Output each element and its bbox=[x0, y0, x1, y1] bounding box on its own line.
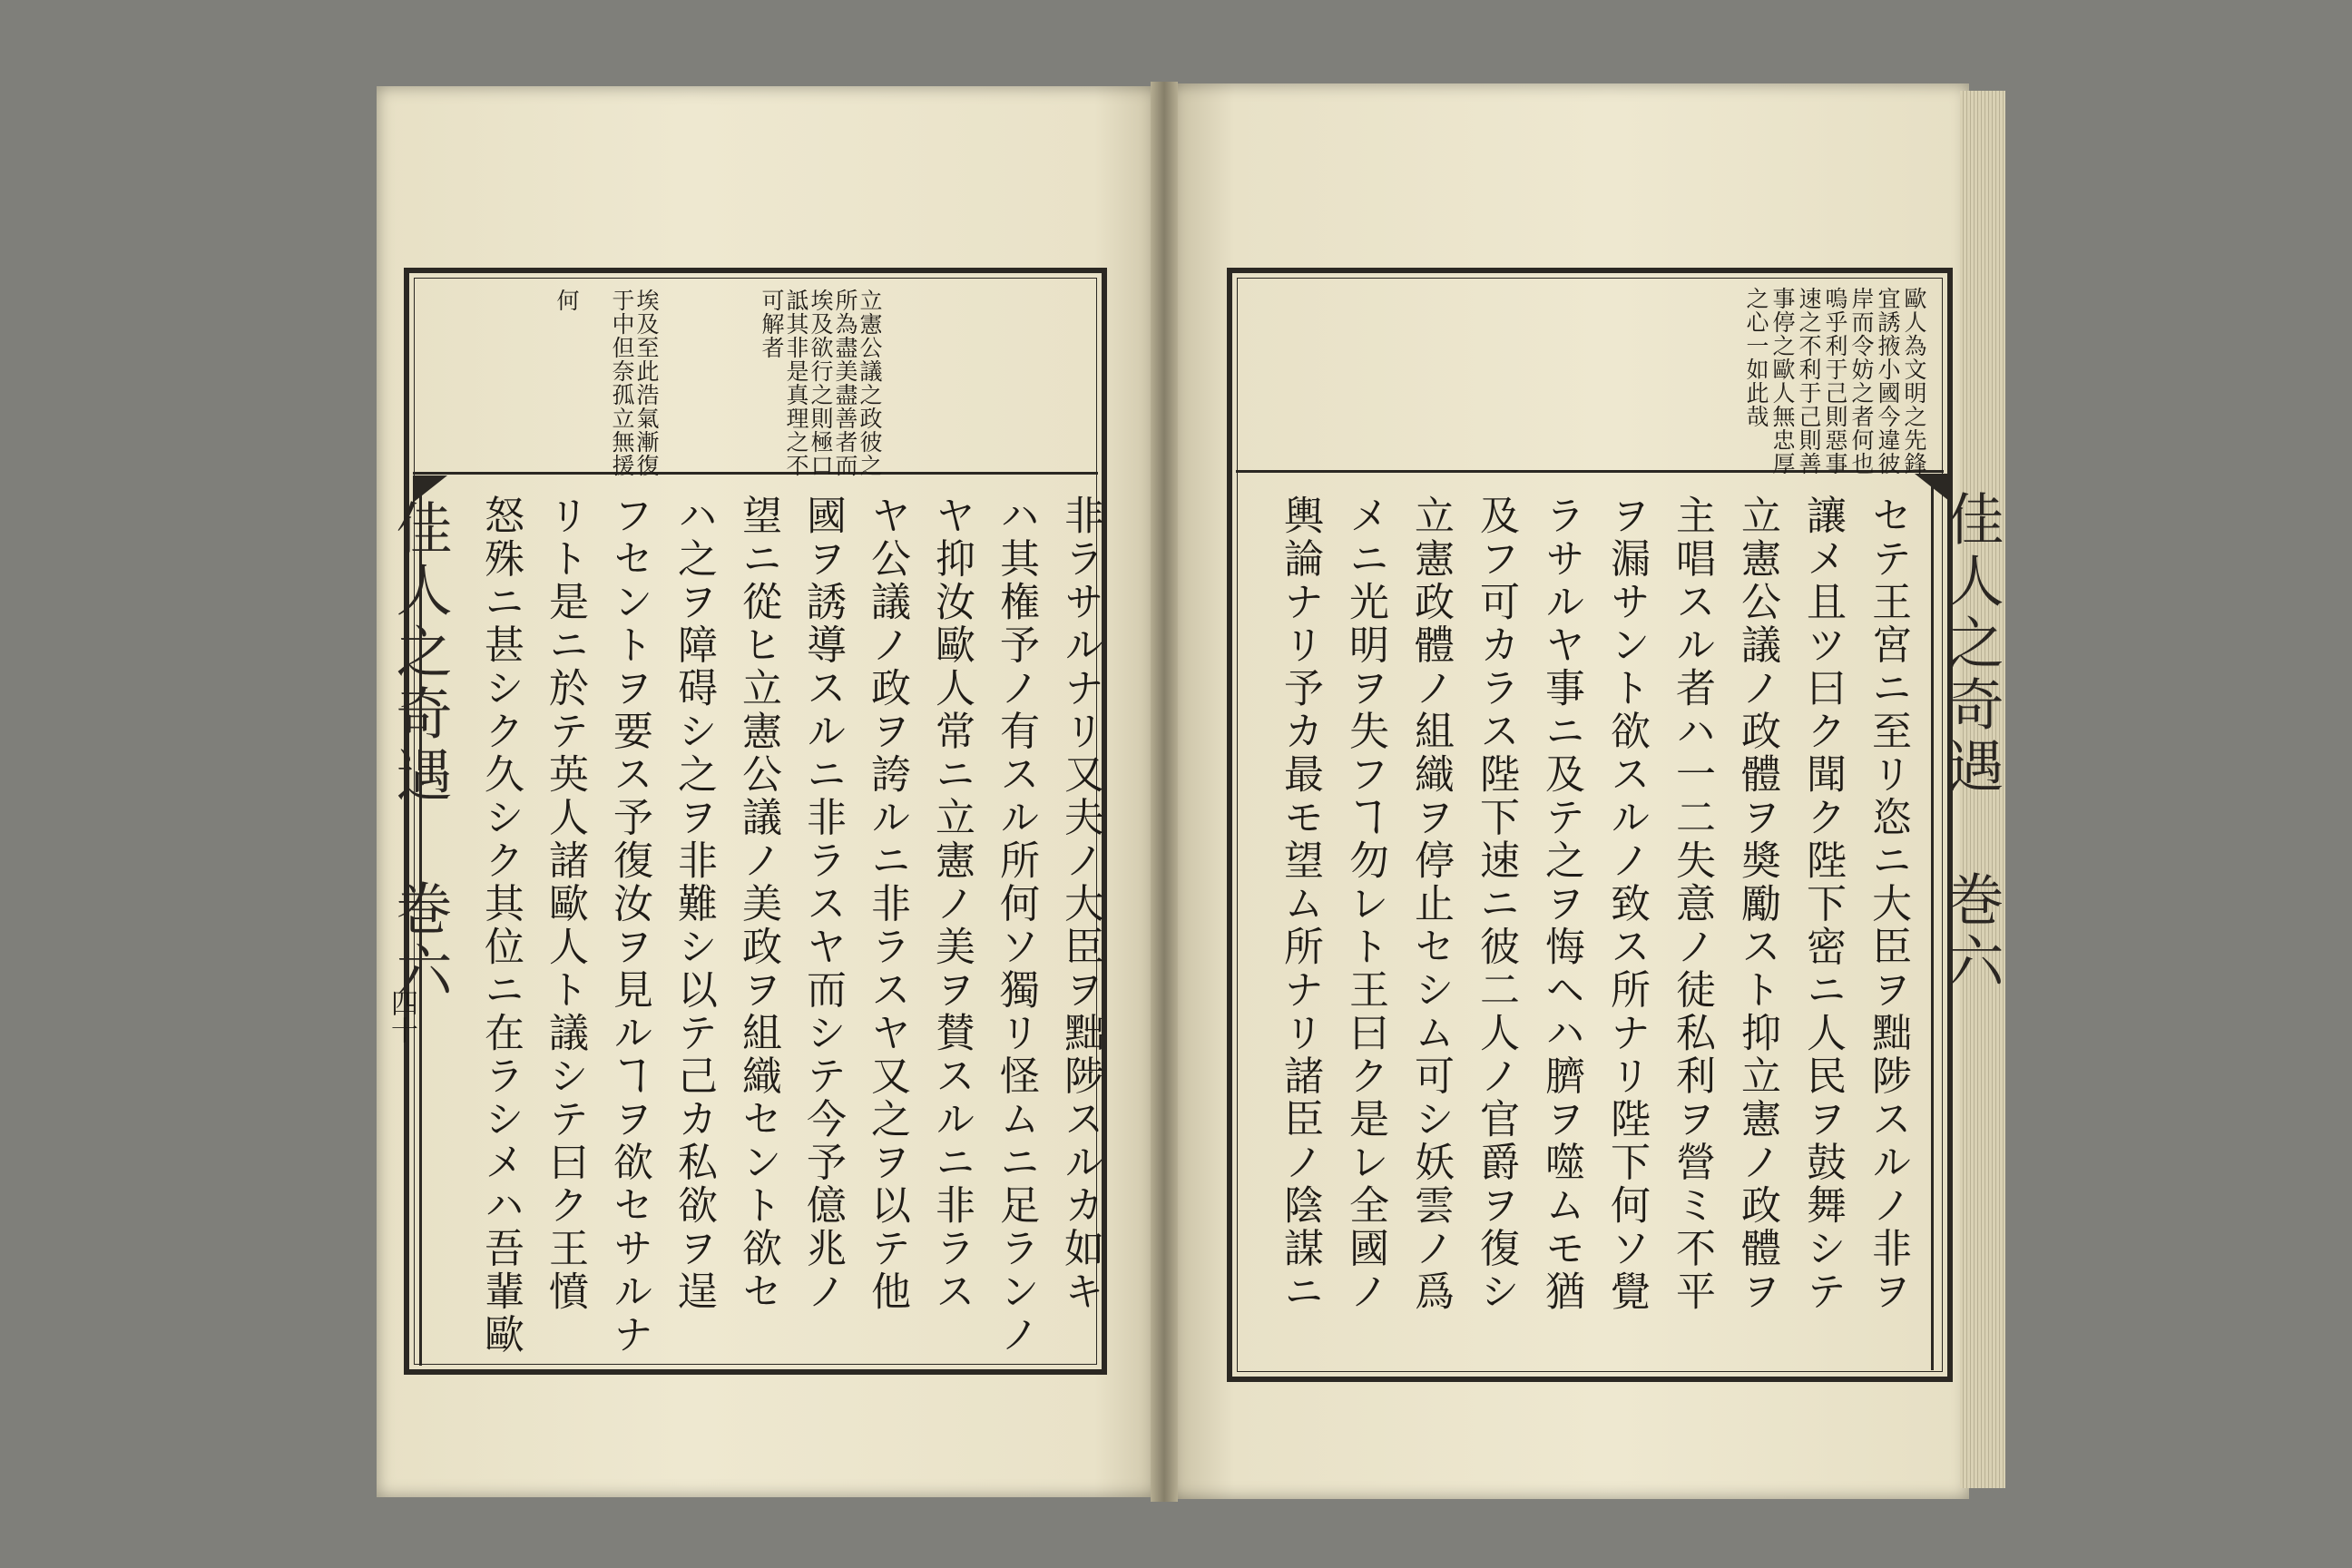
left-body-column: ハ之ヲ障碍シ之ヲ非難シ以テ己カ私欲ヲ逞 bbox=[671, 495, 717, 1314]
right-body-column: 主唱スル者ハ一二失意ノ徒私利ヲ營ミ不平 bbox=[1669, 495, 1715, 1314]
left-note-line: 埃及至此浩氣漸復 bbox=[633, 289, 660, 477]
right-note-line: 速之不利于己則善 bbox=[1796, 287, 1822, 475]
right-body-column: ヲ漏サント欲スルノ致ス所ナリ陛下何ソ覺 bbox=[1603, 495, 1650, 1314]
left-note-line: 何 bbox=[554, 289, 580, 312]
left-note-line: 所為盡美盡善者而 bbox=[832, 289, 858, 477]
left-body-column: ヤ抑汝歐人常ニ立憲ノ美ヲ賛スルニ非ラス bbox=[928, 495, 975, 1314]
left-body-column: 非ラサルナリ又夫ノ大臣ヲ黜陟スルカ如キ bbox=[1057, 495, 1103, 1314]
left-head-rule bbox=[413, 472, 1098, 475]
right-body-column: ラサルヤ事ニ及テ之ヲ悔ヘハ臍ヲ噬ムモ猶 bbox=[1538, 495, 1584, 1314]
book-gutter bbox=[1151, 82, 1178, 1502]
left-folio: 四十 bbox=[386, 989, 417, 1044]
right-note-line: 事停之歐人無忠厚 bbox=[1769, 287, 1796, 475]
right-note-line: 嗚乎利于己則惡事 bbox=[1822, 287, 1848, 475]
left-body-column: 國ヲ誘導スルニ非ラスヤ而シテ今予億兆ノ bbox=[799, 495, 846, 1314]
right-body-column: セテ王宮ニ至リ恣ニ大臣ヲ黜陟スルノ非ヲ bbox=[1865, 495, 1911, 1314]
left-body-column: ヤ公議ノ政ヲ誇ルニ非ラスヤ又之ヲ以テ他 bbox=[864, 495, 910, 1314]
right-body-column: メニ光明ヲ失フヿ勿レト王曰ク是レ全國ノ bbox=[1342, 495, 1388, 1314]
right-note-line: 之心一如此哉 bbox=[1743, 287, 1769, 428]
left-body-column: 怒殊ニ甚シク久シク其位ニ在ラシメハ吾輩歐 bbox=[477, 495, 524, 1357]
left-body-column: ハ其権予ノ有スル所何ソ獨リ怪ムニ足ランノ bbox=[993, 495, 1039, 1357]
left-note-line: 詆其非是真理之不 bbox=[783, 289, 809, 477]
left-note-line: 于中但奈孤立無援 bbox=[609, 289, 635, 477]
left-body-column: フセントヲ要ス予復汝ヲ見ルヿヲ欲セサルナ bbox=[606, 495, 652, 1357]
left-body-column: 望ニ從ヒ立憲公議ノ美政ヲ組織セント欲セ bbox=[735, 495, 781, 1314]
right-page-title: 佳人之奇遇 巻六 bbox=[1938, 490, 2004, 994]
right-body-column: 輿論ナリ予カ最モ望ム所ナリ諸臣ノ陰謀ニ bbox=[1277, 495, 1323, 1314]
right-body-column: 立憲政體ノ組織ヲ停止セシム可シ妖雲ノ爲 bbox=[1407, 495, 1454, 1314]
left-page-title: 佳人之奇遇 巻六 bbox=[387, 499, 453, 1003]
right-body-column: 及フ可カラス陛下速ニ彼二人ノ官爵ヲ復シ bbox=[1473, 495, 1519, 1314]
right-note-line: 宜誘掖小國今違彼 bbox=[1875, 287, 1901, 475]
right-body-column: 立憲公議ノ政體ヲ奬勵スト抑立憲ノ政體ヲ bbox=[1734, 495, 1780, 1314]
left-note-line: 立憲公議之政彼之 bbox=[857, 289, 883, 477]
left-note-line: 埃及欲行之則極口 bbox=[808, 289, 834, 477]
right-note-line: 岸而令妨之者何也 bbox=[1848, 287, 1875, 475]
left-note-line: 可解者 bbox=[759, 289, 785, 359]
right-note-line: 歐人為文明之先鋒 bbox=[1901, 287, 1927, 475]
right-body-column: 讓メ且ツ曰ク聞ク陛下密ニ人民ヲ鼓舞シテ bbox=[1799, 495, 1846, 1314]
left-body-column: リト是ニ於テ英人諸歐人ト議シテ曰ク王憤 bbox=[542, 495, 588, 1314]
